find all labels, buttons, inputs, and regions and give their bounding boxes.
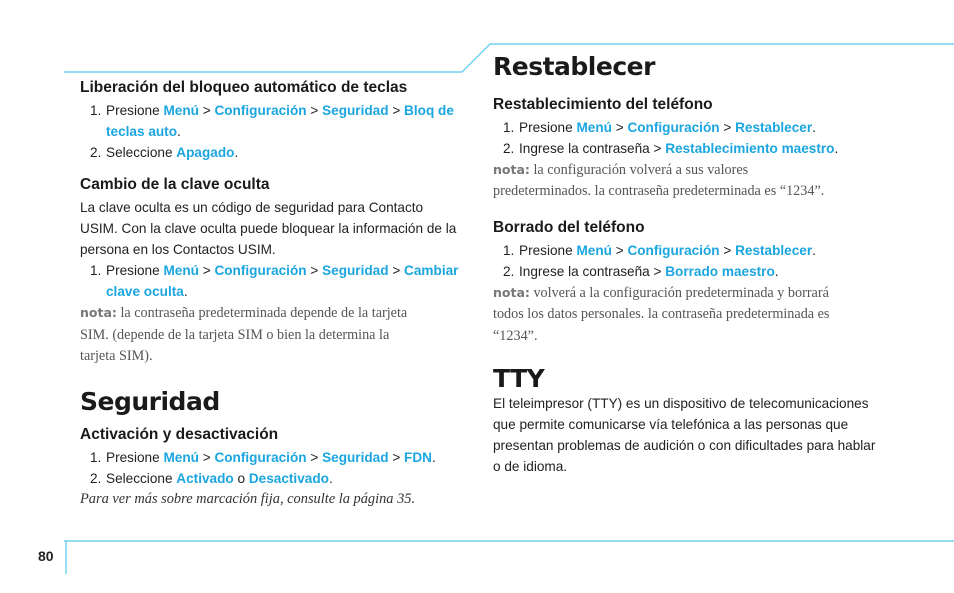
step-text: Presione bbox=[519, 242, 573, 258]
step-number: 2. bbox=[90, 471, 102, 487]
note-text: tarjeta SIM). bbox=[80, 348, 153, 365]
step-number: 1. bbox=[503, 119, 515, 135]
footer-rule bbox=[0, 530, 954, 590]
menu-key: Bloq de bbox=[404, 103, 454, 119]
step-end: . bbox=[774, 263, 779, 279]
text-line: persona en los Contactos USIM. bbox=[80, 242, 276, 258]
step-item bbox=[80, 142, 462, 163]
menu-key: Seguridad bbox=[322, 263, 389, 279]
text-line: El teleimpresor (TTY) es un dispositivo de telecomunicaciones bbox=[493, 395, 869, 411]
note-text: la configuración volverá a sus valores bbox=[533, 161, 749, 178]
step-number: 1. bbox=[90, 263, 102, 279]
step-item: 1. Presione Menú > Configuración > Seguridad > Cambiar clave oculta. bbox=[80, 260, 462, 302]
note-text: predeterminados. la contraseña predeterminada es “1234”. bbox=[493, 183, 825, 200]
note bbox=[493, 159, 888, 203]
menu-key: Seguridad bbox=[322, 450, 389, 466]
section-phone-erase bbox=[493, 218, 888, 348]
section-title: Restablecer bbox=[493, 52, 655, 81]
step-end: . bbox=[812, 242, 816, 258]
step-item: 1. Presione Menú > Configuración > Seguridad > FDN. bbox=[80, 447, 462, 468]
note-text: volverá a la configuración predeterminada y borrará bbox=[533, 284, 829, 301]
step-item: 1. Presione Menú > Configuración > Restablecer. bbox=[493, 117, 888, 138]
menu-key: clave oculta bbox=[106, 284, 184, 300]
menu-key: Apagado bbox=[176, 145, 235, 161]
step-end: . bbox=[812, 119, 816, 135]
step-number: 1. bbox=[90, 450, 102, 466]
step-end: . bbox=[834, 140, 839, 156]
menu-key: Menú bbox=[576, 119, 612, 135]
steps-list bbox=[493, 240, 888, 282]
menu-key: Borrado maestro bbox=[665, 263, 775, 279]
step-text: Ingrese la contraseña bbox=[519, 263, 650, 279]
steps-list bbox=[80, 260, 462, 302]
page-reference: Para ver más sobre marcación fija, consulte la página 35. bbox=[80, 491, 416, 508]
section-heading: Liberación del bloqueo automático de teclas bbox=[80, 79, 408, 96]
note bbox=[493, 282, 888, 348]
menu-key: Activado bbox=[176, 471, 234, 487]
menu-key: Menú bbox=[163, 263, 199, 279]
step-text: Presione bbox=[519, 119, 573, 135]
step-text: Presione bbox=[106, 263, 160, 279]
right-column bbox=[493, 53, 888, 477]
step-text: o bbox=[237, 471, 246, 487]
step-number: 1. bbox=[90, 103, 102, 119]
step-end: . bbox=[328, 471, 333, 487]
menu-key: Menú bbox=[163, 450, 199, 466]
section-hidden-key bbox=[80, 175, 462, 368]
menu-key: teclas auto bbox=[106, 124, 178, 140]
note-label: nota: bbox=[80, 305, 117, 321]
note-label: nota: bbox=[493, 161, 530, 177]
section-seguridad bbox=[80, 388, 462, 511]
step-text: Presione bbox=[106, 103, 160, 119]
step-number: 2. bbox=[90, 145, 102, 161]
section-heading: Activación y desactivación bbox=[80, 426, 279, 444]
body-paragraph bbox=[493, 393, 888, 477]
note bbox=[80, 302, 462, 368]
note-text: “1234”. bbox=[493, 327, 538, 344]
section-heading: Cambio de la clave oculta bbox=[80, 176, 270, 194]
left-column bbox=[80, 78, 462, 510]
step-item: 2. Ingrese la contraseña > Restablecimiento maestro. bbox=[493, 138, 888, 159]
menu-key: Restablecer bbox=[735, 119, 813, 135]
section-auto-key-unlock bbox=[80, 78, 462, 163]
steps-list bbox=[493, 117, 888, 159]
steps-list bbox=[80, 100, 462, 163]
menu-key: Menú bbox=[163, 103, 199, 119]
step-number: 1. bbox=[503, 242, 515, 258]
section-heading: Borrado del teléfono bbox=[493, 218, 645, 236]
menu-key: Configuración bbox=[214, 450, 307, 466]
step-end: . bbox=[183, 284, 188, 300]
step-end: . bbox=[432, 450, 436, 466]
section-heading: Restablecimiento del teléfono bbox=[493, 95, 713, 113]
step-text: Seleccione bbox=[106, 145, 173, 161]
step-item bbox=[80, 468, 462, 489]
section-title: TTY bbox=[493, 364, 545, 394]
step-number: 2. bbox=[503, 140, 515, 156]
text-line: USIM. Con la clave oculta puede bloquear la información de la bbox=[80, 221, 457, 237]
text-line: o de idioma. bbox=[493, 458, 568, 474]
menu-key: Seguridad bbox=[322, 103, 389, 119]
menu-key: Cambiar bbox=[404, 263, 459, 279]
menu-key: Restablecer bbox=[735, 242, 813, 258]
step-item: 1. Presione Menú > Configuración > Seguridad > Bloq de teclas auto. bbox=[80, 100, 462, 142]
menu-key: Restablecimiento maestro bbox=[665, 140, 835, 156]
section-title: Seguridad bbox=[80, 386, 220, 416]
menu-key: Configuración bbox=[627, 242, 720, 258]
note-text: todos los datos personales. la contraseña predeterminada es bbox=[493, 306, 830, 323]
page-number: 80 bbox=[38, 548, 54, 564]
step-end: . bbox=[177, 124, 181, 140]
steps-list bbox=[80, 447, 462, 489]
step-text: Ingrese la contraseña bbox=[519, 140, 650, 156]
section-tty bbox=[493, 365, 888, 477]
menu-key: Configuración bbox=[627, 119, 720, 135]
step-text: Seleccione bbox=[106, 471, 173, 487]
step-item: 1. Presione Menú > Configuración > Restablecer. bbox=[493, 240, 888, 261]
menu-key: FDN bbox=[404, 450, 432, 466]
menu-key: Desactivado bbox=[248, 471, 329, 487]
step-item: 2. Ingrese la contraseña > Borrado maestro. bbox=[493, 261, 888, 282]
body-paragraph bbox=[80, 197, 462, 260]
menu-key: Menú bbox=[576, 242, 612, 258]
text-line: presentan problemas de audición o con dificultades para hablar bbox=[493, 437, 876, 453]
text-line: que permite comunicarse vía telefónica a las personas que bbox=[493, 416, 849, 432]
step-text: Presione bbox=[106, 450, 160, 466]
section-phone-reset bbox=[493, 95, 888, 203]
step-number: 2. bbox=[503, 263, 515, 279]
menu-key: Configuración bbox=[214, 103, 307, 119]
note-label: nota: bbox=[493, 284, 530, 300]
note-text: la contraseña predeterminada depende de la tarjeta bbox=[120, 305, 408, 322]
text-line: La clave oculta es un código de seguridad para Contacto bbox=[80, 200, 424, 216]
note-text: SIM. (depende de la tarjeta SIM o bien la determina la bbox=[80, 326, 390, 343]
menu-key: Configuración bbox=[214, 263, 307, 279]
step-end: . bbox=[234, 145, 239, 161]
